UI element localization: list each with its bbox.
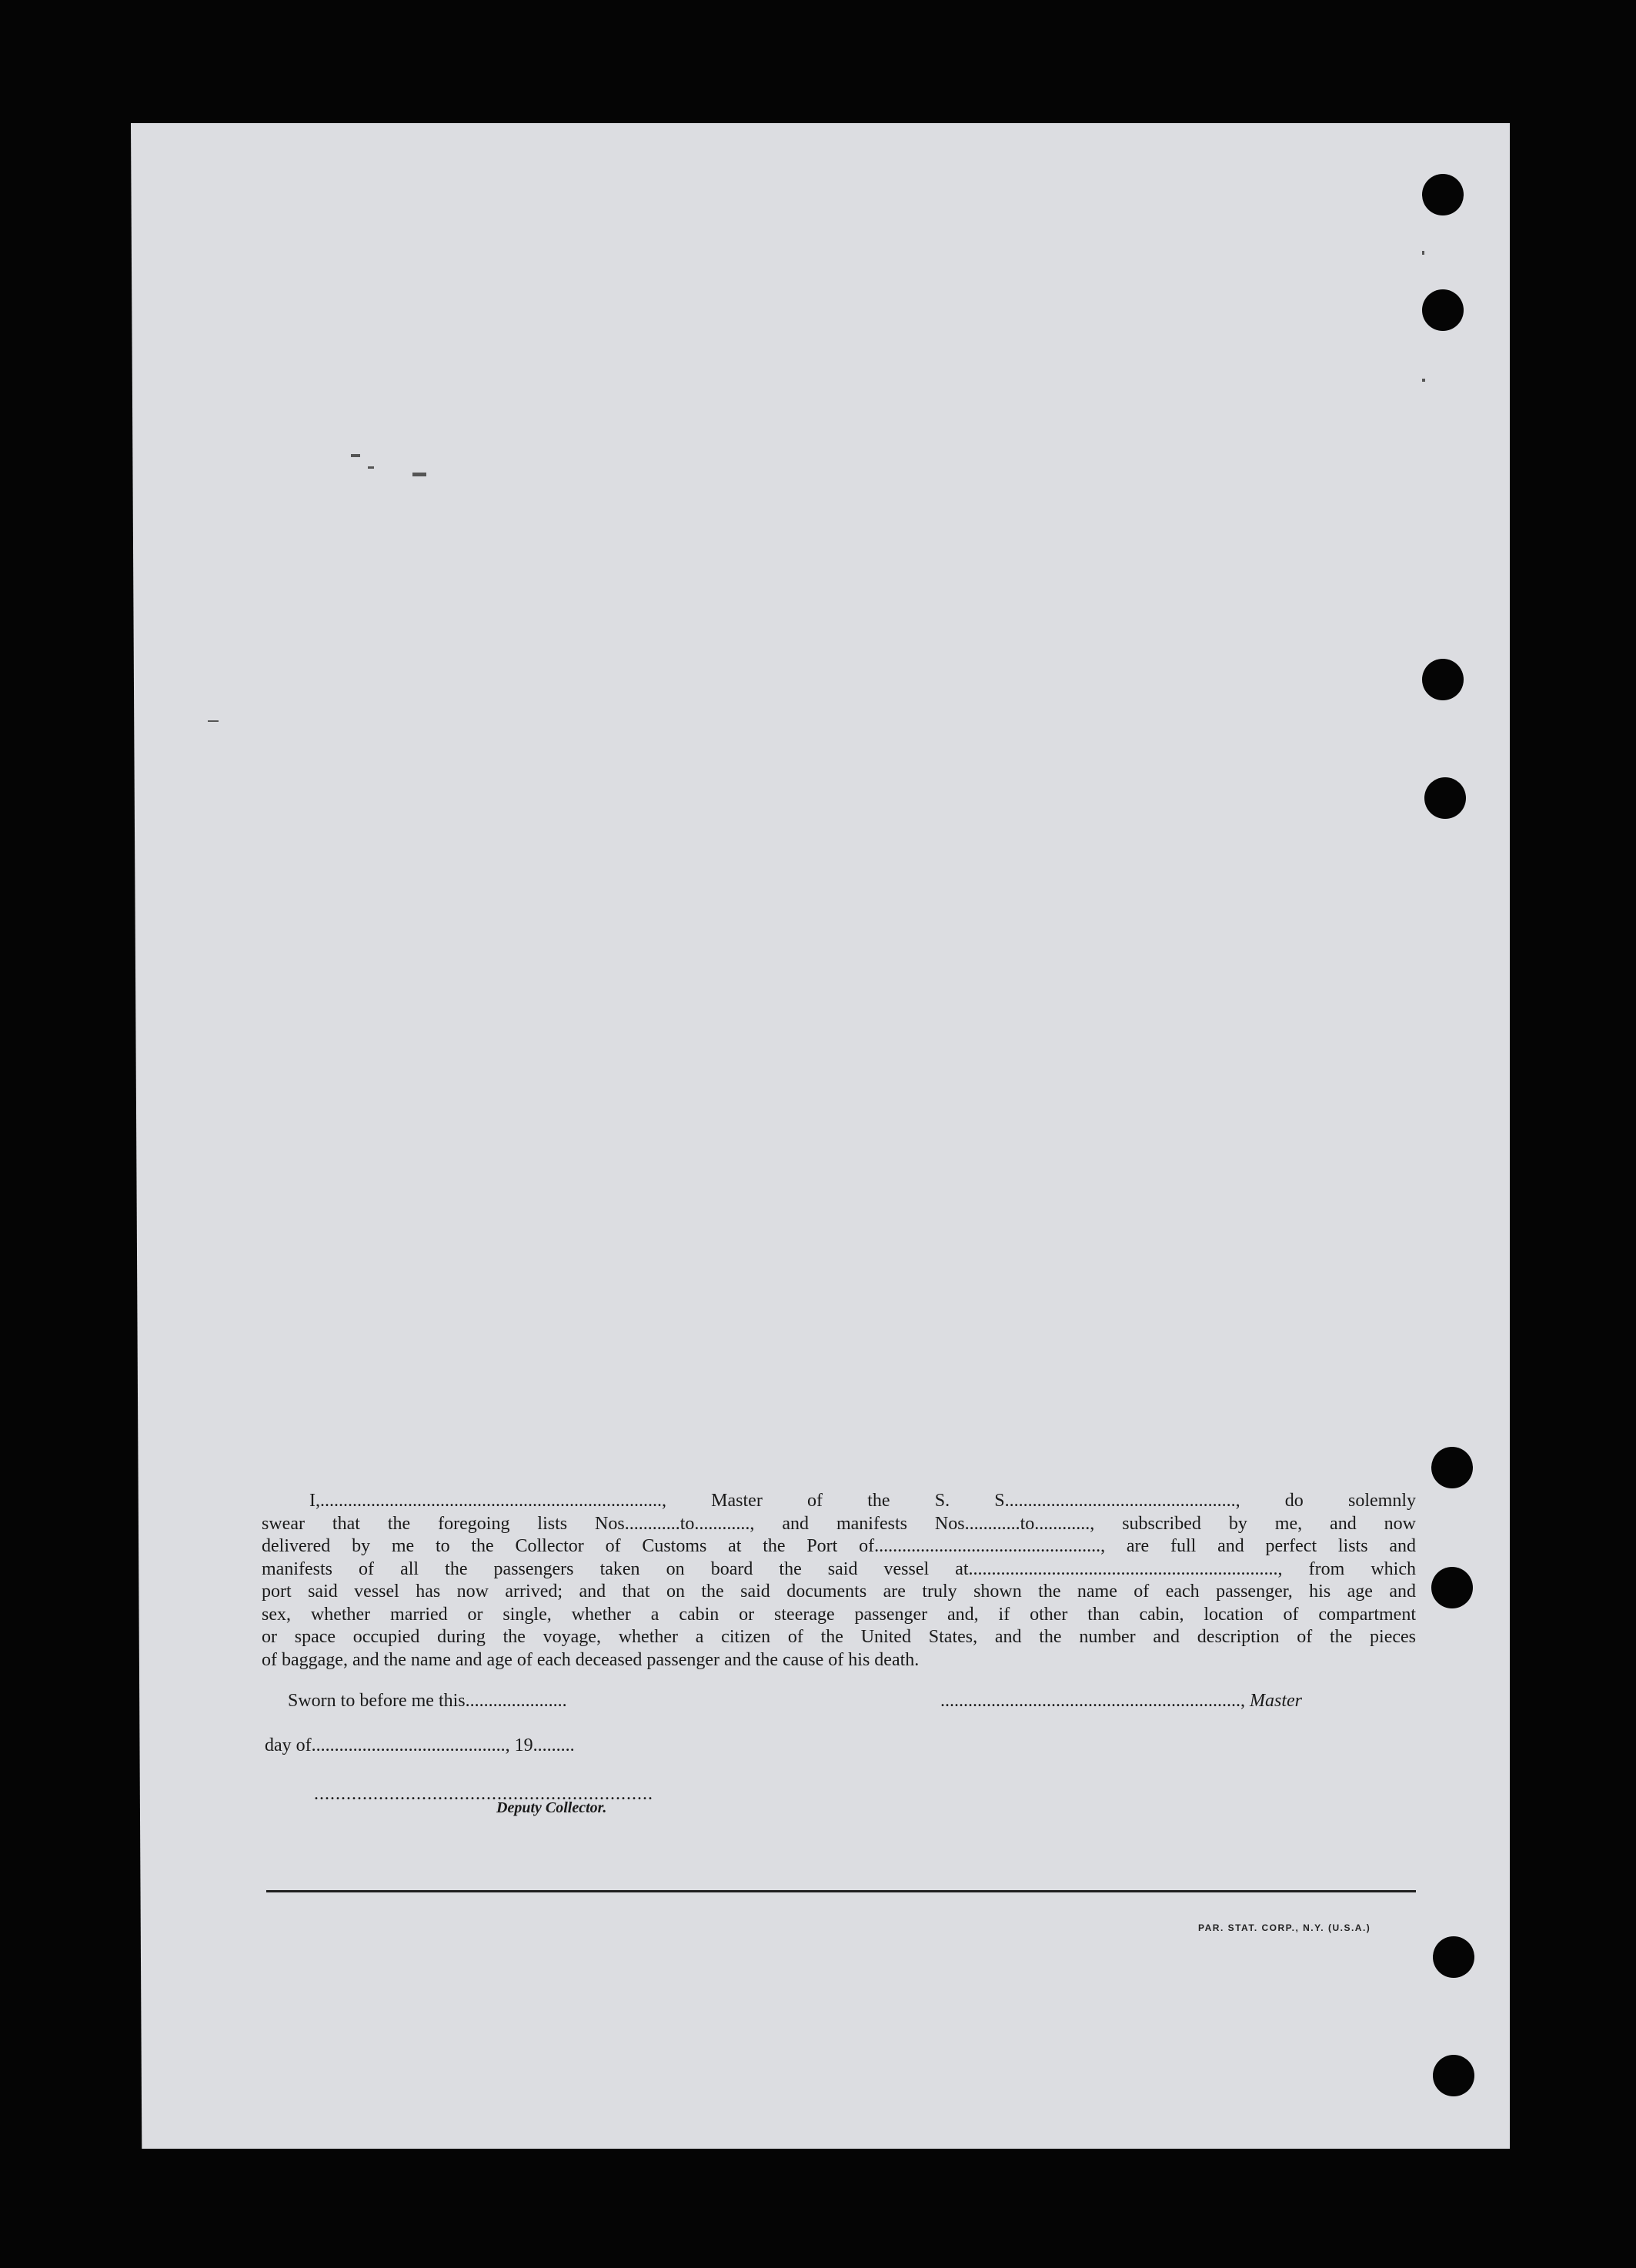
oath-paragraph — [262, 1490, 1416, 1672]
punch-hole-1 — [1422, 174, 1464, 215]
day-of-line: day of.........................................., 19......... — [265, 1735, 575, 1755]
oath-line-3: delivered by me to the Collector of Customs at the Port of................................................., are full and perfect lists and — [262, 1536, 1416, 1556]
paper-speck — [351, 454, 360, 457]
oath-line-1: I,.........................................................................., Master of the S. S.................................................., do solemnly — [309, 1491, 1416, 1511]
paper-speck — [368, 466, 374, 469]
footer-rule — [266, 1890, 1416, 1892]
paper-speck — [412, 473, 426, 476]
punch-hole-7 — [1433, 1936, 1474, 1978]
punch-hole-3 — [1422, 659, 1464, 700]
punch-hole-4 — [1424, 777, 1466, 819]
punch-hole-2 — [1422, 289, 1464, 331]
document-page — [131, 123, 1510, 2149]
deputy-signature-dots: ............................................................... — [314, 1784, 653, 1804]
paper-speck — [1422, 379, 1425, 382]
oath-line-7: or space occupied during the voyage, whether a citizen of the United States, and the number and description of the pieces — [262, 1627, 1416, 1647]
oath-line-2: swear that the foregoing lists Nos............to............, and manifests Nos............to............, subscribed by me, and now — [262, 1513, 1416, 1534]
oath-line-8: of baggage, and the name and age of each deceased passenger and the cause of his death. — [262, 1649, 920, 1670]
sworn-line: Sworn to before me this...................... — [288, 1691, 567, 1711]
master-label: Master — [1250, 1691, 1302, 1711]
master-signature-dots: ................................................................., — [940, 1691, 1245, 1711]
deputy-collector-label: Deputy Collector. — [496, 1799, 607, 1816]
punch-hole-8 — [1433, 2055, 1474, 2096]
paper-speck — [208, 720, 219, 722]
paper-speck — [1422, 251, 1424, 255]
oath-line-5: port said vessel has now arrived; and that on the said documents are truly shown the name of each passenger, his age and — [262, 1582, 1416, 1602]
punch-hole-6 — [1431, 1567, 1473, 1608]
oath-line-6: sex, whether married or single, whether a cabin or steerage passenger and, if other than cabin, location of compartment — [262, 1604, 1416, 1625]
master-signature-line — [940, 1691, 1302, 1712]
punch-hole-5 — [1431, 1447, 1473, 1488]
printer-imprint: PAR. STAT. CORP., N.Y. (U.S.A.) — [1198, 1922, 1371, 1933]
oath-line-4: manifests of all the passengers taken on board the said vessel at..................................................................., from which — [262, 1558, 1416, 1579]
